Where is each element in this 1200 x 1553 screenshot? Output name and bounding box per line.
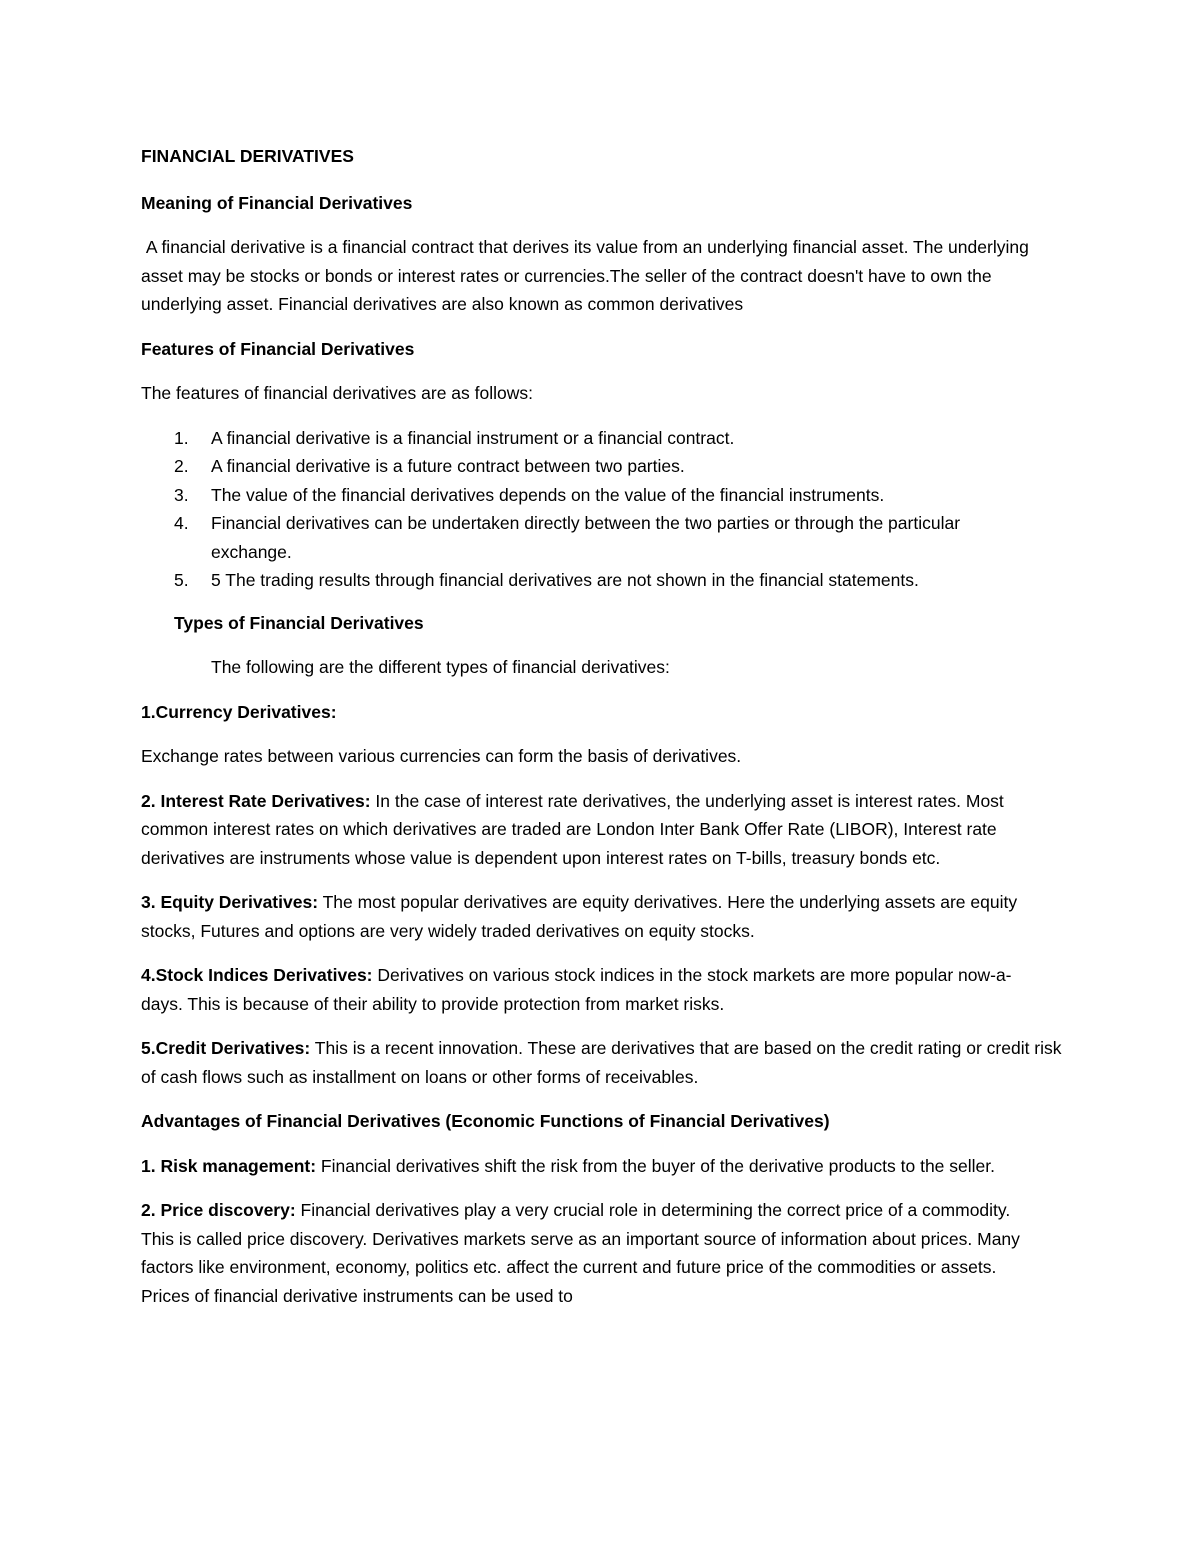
list-item-text: A financial derivative is a financial instrument or a financial contract. [211, 427, 735, 448]
equity-derivatives-text: The most popular derivatives are equity derivatives. Here the underlying assets are equity stocks, Futures and options are very widely traded derivatives on equity stocks. [141, 892, 1018, 941]
meaning-paragraph: A financial derivative is a financial contract that derives its value from an underlying financial asset. The underlying asset may be stocks or bonds or interest rates or currencies.The seller of the contract doesn't have to own the underlying asset. Financial derivatives are also known as common derivatives [141, 237, 1034, 314]
list-item [141, 452, 1066, 481]
meaning-heading: Meaning of Financial Derivatives [141, 192, 413, 213]
list-item-number: 2. [174, 456, 189, 476]
stock-indices-derivatives-text: Derivatives on various stock indices in the stock markets are more popular now-a-days. This is because of their ability to provide protection from market risks. [141, 965, 1012, 1014]
credit-derivatives-label: 5.Credit Derivatives: [141, 1038, 311, 1058]
types-heading: Types of Financial Derivatives [174, 612, 424, 633]
list-item-number: 4. [174, 513, 189, 533]
list-item-text: Financial derivatives can be undertaken directly between the two parties or through the particular exchange. [211, 513, 961, 562]
features-intro: The features of financial derivatives are as follows: [141, 383, 533, 403]
interest-rate-derivatives-paragraph [141, 787, 1066, 873]
document-title: FINANCIAL DERIVATIVES [141, 146, 354, 166]
list-item-text: The value of the financial derivatives depends on the value of the financial instruments. [211, 484, 885, 505]
credit-derivatives-paragraph [141, 1034, 1066, 1091]
document-body [141, 142, 1066, 1326]
features-heading: Features of Financial Derivatives [141, 338, 415, 359]
risk-management-label: 1. Risk management: [141, 1155, 317, 1176]
advantages-heading: Advantages of Financial Derivatives (Economic Functions of Financial Derivatives) [141, 1111, 830, 1131]
risk-management-text: Financial derivatives shift the risk from the buyer of the derivative products to the seller. [316, 1155, 995, 1176]
list-item [141, 566, 1066, 595]
list-item [141, 481, 1066, 510]
price-discovery-label: 2. Price discovery: [141, 1200, 296, 1220]
interest-rate-derivatives-text: In the case of interest rate derivatives, the underlying asset is interest rates. Most common interest rates on which derivatives are traded are London Inter Bank Offer Rate (LIBOR), Interest rate derivatives are instruments whose value is dependent upon interest rates on T-bills, treasury bonds etc. [141, 790, 1004, 868]
currency-derivatives-heading: 1.Currency Derivatives: [141, 701, 337, 722]
price-discovery-paragraph [141, 1196, 1066, 1310]
list-item-text: 5 The trading results through financial derivatives are not shown in the financial statements. [211, 570, 919, 590]
types-intro: The following are the different types of financial derivatives: [211, 657, 670, 677]
stock-indices-derivatives-label: 4.Stock Indices Derivatives: [141, 965, 373, 985]
equity-derivatives-paragraph [141, 888, 1066, 945]
list-item [141, 509, 1066, 566]
features-list [141, 424, 1066, 595]
list-item-text: A financial derivative is a future contract between two parties. [211, 456, 685, 476]
list-item [141, 424, 1066, 453]
list-item-number: 5. [174, 570, 189, 590]
stock-indices-derivatives-paragraph [141, 961, 1066, 1018]
list-item-number: 1. [174, 427, 189, 448]
equity-derivatives-label: 3. Equity Derivatives: [141, 892, 319, 912]
list-item-number: 3. [174, 484, 189, 505]
interest-rate-derivatives-label: 2. Interest Rate Derivatives: [141, 790, 371, 811]
price-discovery-text: Financial derivatives play a very crucial role in determining the correct price of a commodity. This is called price discovery. Derivatives markets serve as an important source of information about prices. Many factors like environment, economy, politics etc. affect the current and future price of the commodities or assets. Prices of financial derivative instruments can be used to [141, 1200, 1020, 1306]
credit-derivatives-text: This is a recent innovation. These are derivatives that are based on the credit rating or credit risk of cash flows such as installment on loans or other forms of receivables. [141, 1038, 1062, 1087]
currency-derivatives-text: Exchange rates between various currencies can form the basis of derivatives. [141, 746, 742, 766]
risk-management-paragraph [141, 1152, 1066, 1181]
